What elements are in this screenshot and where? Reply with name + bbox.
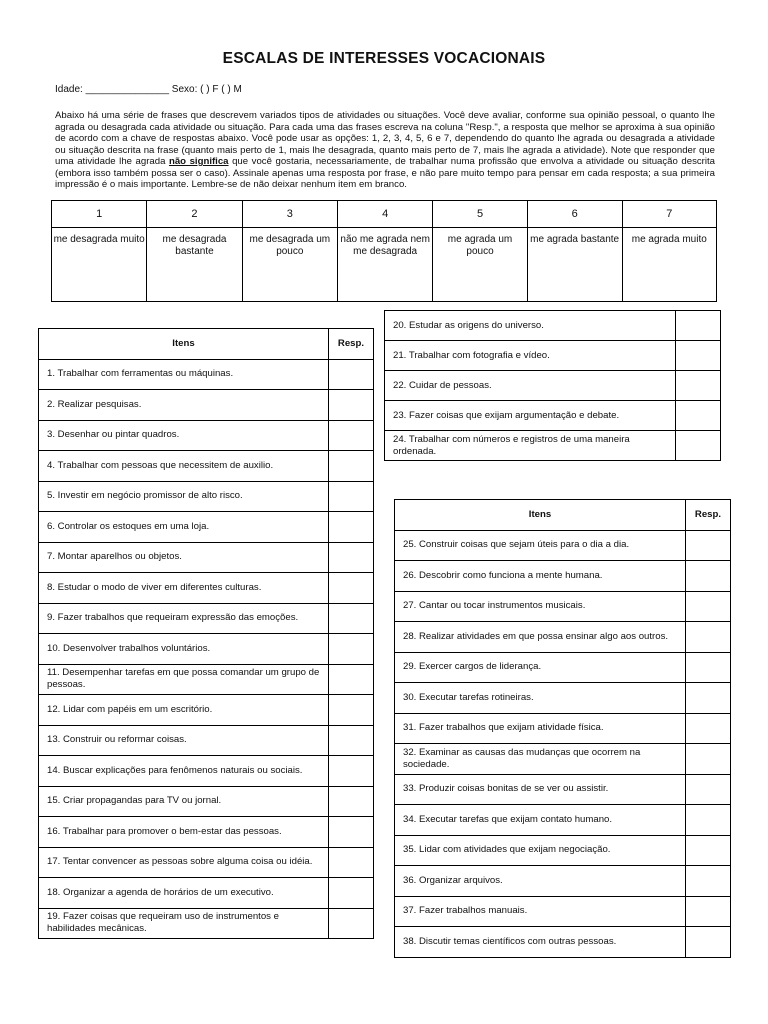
instructions <box>55 110 715 191</box>
page-title: ESCALAS DE INTERESSES VOCACIONAIS <box>222 50 546 67</box>
response-cell[interactable] <box>686 713 731 744</box>
item-text: 29. Exercer cargos de liderança. <box>395 652 686 683</box>
item-row <box>395 622 731 653</box>
scale-label: me desagrada um pouco <box>242 228 337 302</box>
response-cell[interactable] <box>329 542 374 573</box>
item-row <box>385 431 721 461</box>
scale-label: me agrada muito <box>622 228 716 302</box>
response-cell[interactable] <box>676 401 721 431</box>
item-text: 24. Trabalhar com números e registros de uma maneira ordenada. <box>385 431 676 461</box>
response-cell[interactable] <box>329 756 374 787</box>
scale-number: 3 <box>242 201 337 228</box>
item-text: 32. Examinar as causas das mudanças que ocorrem na sociedade. <box>395 744 686 775</box>
item-text: 14. Buscar explicações para fenômenos naturais ou sociais. <box>39 756 329 787</box>
instructions-emphasis: não significa <box>168 156 229 167</box>
item-text: 38. Discutir temas científicos com outras pessoas. <box>395 927 686 958</box>
scale-label: me desagrada muito <box>52 228 147 302</box>
response-cell[interactable] <box>329 512 374 543</box>
response-cell[interactable] <box>676 431 721 461</box>
age-sex-line: Idade: _______________ Sexo: ( ) F ( ) M <box>55 84 242 95</box>
scale-label: não me agrada nem me desagrada <box>337 228 432 302</box>
resp-header: Resp. <box>686 500 731 531</box>
response-cell[interactable] <box>686 774 731 805</box>
scale-number: 6 <box>527 201 622 228</box>
scale-label: me desagrada bastante <box>147 228 242 302</box>
item-text: 6. Controlar os estoques em uma loja. <box>39 512 329 543</box>
response-cell[interactable] <box>329 847 374 878</box>
item-row <box>395 774 731 805</box>
item-row <box>395 896 731 927</box>
response-cell[interactable] <box>686 652 731 683</box>
scale-number: 2 <box>147 201 242 228</box>
item-text: 18. Organizar a agenda de horários de um executivo. <box>39 878 329 909</box>
item-row <box>39 542 374 573</box>
response-cell[interactable] <box>329 451 374 482</box>
item-row <box>39 878 374 909</box>
item-row <box>39 817 374 848</box>
response-cell[interactable] <box>686 622 731 653</box>
item-text: 34. Executar tarefas que exijam contato humano. <box>395 805 686 836</box>
item-text: 16. Trabalhar para promover o bem-estar das pessoas. <box>39 817 329 848</box>
response-cell[interactable] <box>686 744 731 775</box>
item-row <box>395 866 731 897</box>
item-row <box>39 908 374 939</box>
item-row <box>395 744 731 775</box>
item-text: 28. Realizar atividades em que possa ensinar algo aos outros. <box>395 622 686 653</box>
item-text: 4. Trabalhar com pessoas que necessitem de auxilio. <box>39 451 329 482</box>
item-text: 5. Investir em negócio promissor de alto risco. <box>39 481 329 512</box>
response-cell[interactable] <box>686 683 731 714</box>
item-text: 22. Cuidar de pessoas. <box>385 371 676 401</box>
item-text: 27. Cantar ou tocar instrumentos musicais. <box>395 591 686 622</box>
item-text: 13. Construir ou reformar coisas. <box>39 725 329 756</box>
response-cell[interactable] <box>676 311 721 341</box>
item-text: 3. Desenhar ou pintar quadros. <box>39 420 329 451</box>
item-row <box>39 756 374 787</box>
item-row <box>39 359 374 390</box>
item-text: 10. Desenvolver trabalhos voluntários. <box>39 634 329 665</box>
item-text: 26. Descobrir como funciona a mente humana. <box>395 561 686 592</box>
item-row <box>39 481 374 512</box>
item-text: 8. Estudar o modo de viver em diferentes culturas. <box>39 573 329 604</box>
response-cell[interactable] <box>329 359 374 390</box>
response-cell[interactable] <box>329 634 374 665</box>
item-text: 9. Fazer trabalhos que requeiram expressão das emoções. <box>39 603 329 634</box>
item-text: 11. Desempenhar tarefas em que possa comandar um grupo de pessoas. <box>39 664 329 695</box>
item-row <box>395 652 731 683</box>
item-text: 19. Fazer coisas que requeiram uso de instrumentos e habilidades mecânicas. <box>39 908 329 939</box>
instructions-part-1: Abaixo há uma série de frases que descrevem variados tipos de atividades ou situações. Você deve avaliar, conforme sua opinião pessoal, o quanto lhe agrada ou desagrada cada atividade ou situação. Para cada uma das frases escreva na coluna "Resp.", a resposta que melhor se aproxima à sua opinião de acordo com a chave de respostas abaixo. Você pode usar as opções: 1, 2, 3, 4, 5, 6 e 7, dependendo do quanto lhe agrada ou desagrada a atividade ou situação descrita na frase (quanto mais perto de 1, mais lhe desagrada, quanto mais perto de 7, mais lhe agrada a atividade). Note que responder que uma atividade lhe agrada <box>55 110 715 167</box>
response-cell[interactable] <box>329 481 374 512</box>
item-text: 37. Fazer trabalhos manuais. <box>395 896 686 927</box>
response-cell[interactable] <box>686 530 731 561</box>
item-row <box>39 603 374 634</box>
item-row <box>385 401 721 431</box>
response-cell[interactable] <box>329 817 374 848</box>
item-row <box>39 847 374 878</box>
items-table-25-38 <box>394 499 731 958</box>
item-text: 7. Montar aparelhos ou objetos. <box>39 542 329 573</box>
response-cell[interactable] <box>686 591 731 622</box>
item-text: 31. Fazer trabalhos que exijam atividade física. <box>395 713 686 744</box>
response-cell[interactable] <box>676 341 721 371</box>
items-table-1-19 <box>38 328 374 939</box>
item-row <box>39 695 374 726</box>
response-cell[interactable] <box>329 908 374 939</box>
itens-header: Itens <box>39 329 329 360</box>
response-scale-table <box>51 200 717 302</box>
item-row <box>395 683 731 714</box>
item-row <box>385 311 721 341</box>
item-text: 1. Trabalhar com ferramentas ou máquinas. <box>39 359 329 390</box>
item-row <box>395 835 731 866</box>
item-text: 33. Produzir coisas bonitas de se ver ou assistir. <box>395 774 686 805</box>
item-row <box>39 451 374 482</box>
response-cell[interactable] <box>329 420 374 451</box>
scale-number: 1 <box>52 201 147 228</box>
resp-header: Resp. <box>329 329 374 360</box>
item-text: 25. Construir coisas que sejam úteis para o dia a dia. <box>395 530 686 561</box>
response-cell[interactable] <box>329 390 374 421</box>
item-text: 35. Lidar com atividades que exijam negociação. <box>395 835 686 866</box>
item-row <box>395 561 731 592</box>
item-row <box>39 725 374 756</box>
scale-label: me agrada bastante <box>527 228 622 302</box>
item-row <box>395 530 731 561</box>
instructions-part-2: que você gostaria, necessariamente, de trabalhar numa profissão que envolva a atividade ou situação descrita (embora isso também possa ser o caso). Assinale apenas uma resposta por frase, e não pare muito tempo para pensar em cada resposta; a sua primeira impressão é o mais importante. Lembre-se de não deixar nenhum item em branco. <box>55 156 715 190</box>
item-text: 20. Estudar as origens do universo. <box>385 311 676 341</box>
item-row <box>39 664 374 695</box>
response-cell[interactable] <box>686 927 731 958</box>
item-text: 17. Tentar convencer as pessoas sobre alguma coisa ou idéia. <box>39 847 329 878</box>
item-row <box>39 390 374 421</box>
item-row <box>39 786 374 817</box>
response-cell[interactable] <box>329 725 374 756</box>
item-text: 15. Criar propagandas para TV ou jornal. <box>39 786 329 817</box>
response-cell[interactable] <box>686 866 731 897</box>
item-row <box>39 420 374 451</box>
response-cell[interactable] <box>686 805 731 836</box>
item-row <box>385 341 721 371</box>
item-row <box>395 713 731 744</box>
item-text: 2. Realizar pesquisas. <box>39 390 329 421</box>
item-text: 30. Executar tarefas rotineiras. <box>395 683 686 714</box>
item-row <box>395 927 731 958</box>
response-cell[interactable] <box>329 878 374 909</box>
scale-number: 4 <box>337 201 432 228</box>
response-cell[interactable] <box>329 786 374 817</box>
item-row <box>39 573 374 604</box>
item-text: 36. Organizar arquivos. <box>395 866 686 897</box>
item-text: 21. Trabalhar com fotografia e vídeo. <box>385 341 676 371</box>
scale-label: me agrada um pouco <box>433 228 527 302</box>
response-cell[interactable] <box>686 896 731 927</box>
response-cell[interactable] <box>686 561 731 592</box>
response-cell[interactable] <box>329 603 374 634</box>
item-row <box>385 371 721 401</box>
item-row <box>39 512 374 543</box>
item-row <box>39 634 374 665</box>
response-cell[interactable] <box>686 835 731 866</box>
item-text: 23. Fazer coisas que exijam argumentação e debate. <box>385 401 676 431</box>
response-cell[interactable] <box>329 695 374 726</box>
scale-number: 5 <box>433 201 527 228</box>
item-row <box>395 805 731 836</box>
response-cell[interactable] <box>676 371 721 401</box>
items-table-20-24 <box>384 310 721 461</box>
itens-header: Itens <box>395 500 686 531</box>
response-cell[interactable] <box>329 664 374 695</box>
scale-number: 7 <box>622 201 716 228</box>
item-row <box>395 591 731 622</box>
response-cell[interactable] <box>329 573 374 604</box>
item-text: 12. Lidar com papéis em um escritório. <box>39 695 329 726</box>
